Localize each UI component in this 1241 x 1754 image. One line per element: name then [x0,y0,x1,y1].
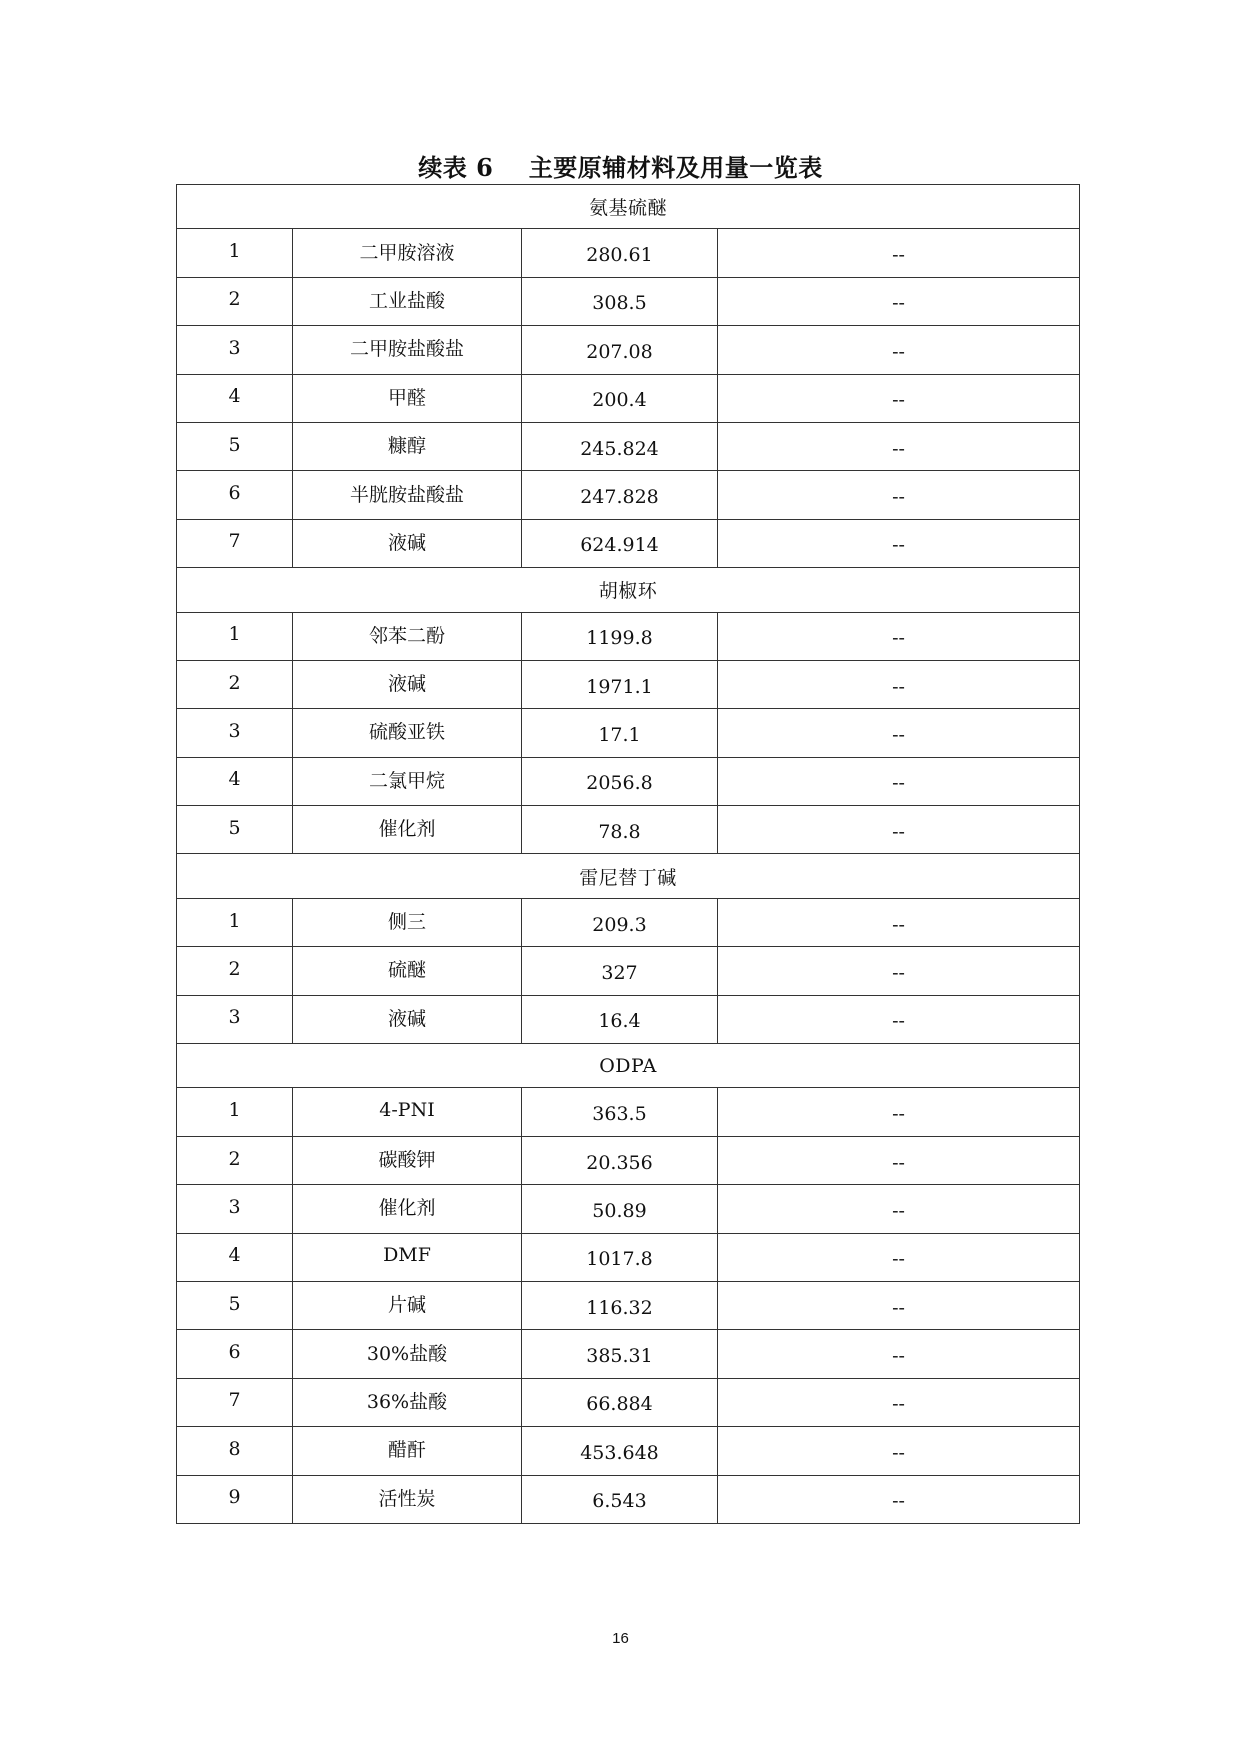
material-name: DMF [293,1233,522,1281]
material-name: 30%盐酸 [293,1330,522,1378]
page-number: 16 [612,1630,629,1647]
group-header-row [177,1044,1080,1088]
row-number: 8 [177,1427,293,1475]
material-note: -- [718,709,1080,757]
row-number: 6 [177,471,293,519]
row-number: 7 [177,519,293,567]
material-note: -- [718,660,1080,708]
material-amount: 6.543 [522,1475,718,1523]
material-amount: 308.5 [522,277,718,325]
table-row [177,1185,1080,1233]
group-name: 胡椒环 [177,568,1080,612]
material-name: 二甲胺溶液 [293,229,522,277]
row-number: 3 [177,709,293,757]
material-amount: 1971.1 [522,660,718,708]
material-name: 液碱 [293,519,522,567]
table-row [177,471,1080,519]
material-note: -- [718,422,1080,470]
group-header-row [177,185,1080,229]
material-name: 侧三 [293,898,522,946]
table-row [177,612,1080,660]
material-amount: 385.31 [522,1330,718,1378]
material-note: -- [718,471,1080,519]
row-number: 9 [177,1475,293,1523]
table-row [177,1330,1080,1378]
table-row [177,1378,1080,1426]
material-amount: 624.914 [522,519,718,567]
row-number: 3 [177,1185,293,1233]
material-name: 催化剂 [293,806,522,854]
material-note: -- [718,1136,1080,1184]
material-note: -- [718,1378,1080,1426]
row-number: 2 [177,1136,293,1184]
material-amount: 209.3 [522,898,718,946]
table-row [177,229,1080,277]
material-name: 催化剂 [293,1185,522,1233]
material-note: -- [718,757,1080,805]
material-note: -- [718,806,1080,854]
row-number: 1 [177,229,293,277]
material-amount: 327 [522,947,718,995]
material-name: 醋酐 [293,1427,522,1475]
material-name: 工业盐酸 [293,277,522,325]
row-number: 7 [177,1378,293,1426]
material-name: 液碱 [293,995,522,1043]
row-number: 5 [177,1281,293,1329]
material-name: 硫酸亚铁 [293,709,522,757]
material-note: -- [718,1233,1080,1281]
material-note: -- [718,1088,1080,1136]
materials-table-body [177,185,1080,1524]
table-row [177,947,1080,995]
group-header-row [177,568,1080,612]
material-amount: 16.4 [522,995,718,1043]
table-row [177,709,1080,757]
material-amount: 17.1 [522,709,718,757]
material-note: -- [718,277,1080,325]
material-name: 邻苯二酚 [293,612,522,660]
material-amount: 50.89 [522,1185,718,1233]
material-amount: 207.08 [522,326,718,374]
material-amount: 116.32 [522,1281,718,1329]
table-row [177,277,1080,325]
material-note: -- [718,898,1080,946]
row-number: 2 [177,660,293,708]
row-number: 6 [177,1330,293,1378]
group-name: ODPA [177,1044,1080,1088]
table-row [177,1475,1080,1523]
material-amount: 20.356 [522,1136,718,1184]
material-amount: 200.4 [522,374,718,422]
material-name: 甲醛 [293,374,522,422]
material-note: -- [718,519,1080,567]
table-row [177,1136,1080,1184]
material-name: 片碱 [293,1281,522,1329]
material-note: -- [718,374,1080,422]
group-header-row [177,854,1080,898]
material-amount: 280.61 [522,229,718,277]
table-row [177,757,1080,805]
material-note: -- [718,1185,1080,1233]
material-amount: 363.5 [522,1088,718,1136]
material-name: 36%盐酸 [293,1378,522,1426]
material-note: -- [718,326,1080,374]
table-row [177,1088,1080,1136]
row-number: 1 [177,1088,293,1136]
row-number: 2 [177,277,293,325]
row-number: 4 [177,374,293,422]
table-row [177,898,1080,946]
table-row [177,1233,1080,1281]
material-note: -- [718,229,1080,277]
material-note: -- [718,1427,1080,1475]
table-row [177,519,1080,567]
material-name: 液碱 [293,660,522,708]
row-number: 5 [177,422,293,470]
material-amount: 245.824 [522,422,718,470]
material-amount: 66.884 [522,1378,718,1426]
table-row [177,995,1080,1043]
group-name: 雷尼替丁碱 [177,854,1080,898]
material-note: -- [718,947,1080,995]
row-number: 4 [177,757,293,805]
material-amount: 78.8 [522,806,718,854]
material-amount: 453.648 [522,1427,718,1475]
row-number: 1 [177,612,293,660]
row-number: 3 [177,326,293,374]
row-number: 5 [177,806,293,854]
table-row [177,1427,1080,1475]
material-amount: 2056.8 [522,757,718,805]
material-amount: 247.828 [522,471,718,519]
material-note: -- [718,1281,1080,1329]
row-number: 2 [177,947,293,995]
material-note: -- [718,995,1080,1043]
material-note: -- [718,1475,1080,1523]
table-row [177,660,1080,708]
material-name: 二甲胺盐酸盐 [293,326,522,374]
material-name: 半胱胺盐酸盐 [293,471,522,519]
material-name: 活性炭 [293,1475,522,1523]
material-name: 碳酸钾 [293,1136,522,1184]
table-row [177,374,1080,422]
table-row [177,326,1080,374]
table-row [177,422,1080,470]
group-name: 氨基硫醚 [177,185,1080,229]
table-row [177,806,1080,854]
material-name: 硫醚 [293,947,522,995]
page-title: 续表 6 主要原辅材料及用量一览表 [418,153,823,182]
material-name: 糠醇 [293,422,522,470]
row-number: 4 [177,1233,293,1281]
row-number: 1 [177,898,293,946]
material-note: -- [718,1330,1080,1378]
material-name: 二氯甲烷 [293,757,522,805]
materials-table [176,184,1080,1524]
material-amount: 1199.8 [522,612,718,660]
material-name: 4-PNI [293,1088,522,1136]
material-amount: 1017.8 [522,1233,718,1281]
table-row [177,1281,1080,1329]
material-note: -- [718,612,1080,660]
row-number: 3 [177,995,293,1043]
